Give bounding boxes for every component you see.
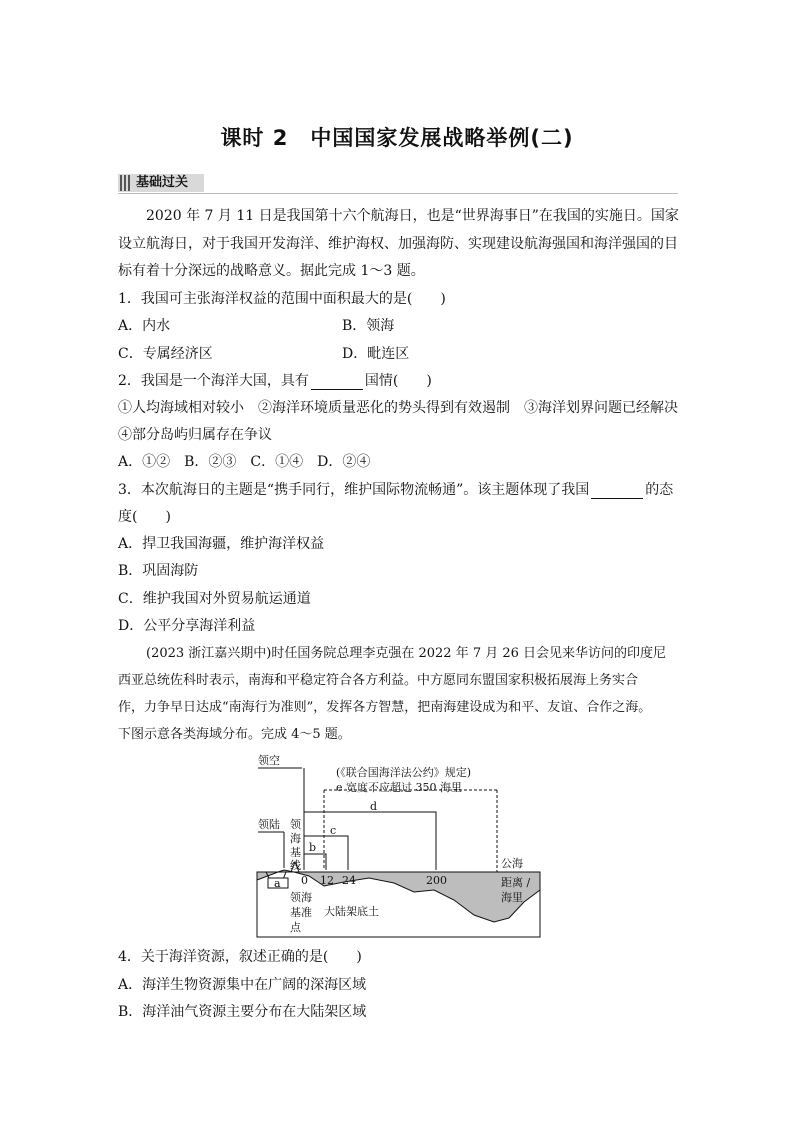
label-distance-1: 距离 / — [501, 876, 531, 889]
label-land: 领陆 — [258, 818, 280, 831]
tick-0: 0 — [301, 874, 308, 887]
label-distance-2: 海里 — [501, 891, 523, 904]
answer-blank — [311, 375, 363, 390]
q2-statements-line1: ①人均海域相对较小 ②海洋环境质量恶化的势头得到有效遏制 ③海洋划界问题已经解决 — [118, 400, 678, 416]
label-airspace: 领空 — [258, 754, 280, 767]
label-base-point-2: 基准 — [290, 906, 312, 919]
q3-stem-line2: 度( ) — [118, 509, 171, 525]
q1-option-b: B．领海 — [342, 318, 395, 334]
label-base-point-3: 点 — [290, 921, 301, 934]
tick-200: 200 — [426, 874, 447, 887]
q2-stem-post: 国情( ) — [364, 373, 432, 389]
tag-bars-icon — [120, 175, 132, 191]
q3-option-b: B．巩固海防 — [118, 563, 199, 579]
q3-option-c: C．维护我国对外贸易航运通道 — [118, 591, 311, 607]
q3-stem — [118, 481, 678, 499]
q4-stem: 4．关于海洋资源，叙述正确的是( ) — [118, 949, 362, 965]
q1-option-d: D．毗连区 — [342, 346, 410, 362]
section-tag — [118, 174, 204, 192]
label-d: d — [370, 800, 378, 813]
intro2-line3: 作，力争早日达成“南海行为准则”，发挥各方智慧，把南海建设成为和平、友谊、合作之海。 — [118, 700, 652, 715]
q2-stem — [118, 372, 678, 390]
label-baseline-2: 海 — [290, 832, 301, 845]
intro2-line2: 西亚总统佐科时表示，南海和平稳定符合各方利益。中方愿同东盟国家积极拓展海上务实合 — [118, 673, 639, 688]
q1-option-a: A．内水 — [118, 318, 171, 334]
answer-blank — [591, 484, 643, 499]
label-unclos: (《联合国海洋法公约》规定) — [336, 766, 472, 779]
tick-24: 24 — [342, 874, 356, 887]
q1-stem: 1．我国可主张海洋权益的范围中面积最大的是( ) — [118, 291, 446, 307]
intro1-line3: 标有着十分深远的战略意义。据此完成 1～3 题。 — [118, 263, 425, 279]
label-high-seas: 公海 — [501, 857, 523, 870]
section-divider — [118, 193, 678, 194]
tick-12: 12 — [320, 874, 334, 887]
intro2-line4: 下图示意各类海域分布。完成 4～5 题。 — [118, 727, 351, 742]
intro2-line1: (2023 浙江嘉兴期中)时任国务院总理李克强在 2022 年 7 月 26 日会见来华访问的印度尼 — [146, 646, 667, 661]
label-a: a — [274, 877, 281, 890]
q4-option-a: A．海洋生物资源集中在广阔的深海区域 — [118, 977, 367, 993]
label-baseline-3: 基 — [290, 846, 301, 859]
q3-option-a: A．捍卫我国海疆，维护海洋权益 — [118, 536, 325, 552]
q4-option-b: B．海洋油气资源主要分布在大陆架区域 — [118, 1004, 367, 1020]
label-shelf: 大陆架底土 — [324, 905, 379, 918]
q3-stem-pre: 3．本次航海日的主题是“携手同行，维护国际物流畅通”。该主题体现了我国 — [118, 482, 590, 498]
q3-option-d: D．公平分享海洋利益 — [118, 618, 256, 634]
q3-stem-post: 的态 — [645, 482, 674, 498]
label-baseline-1: 领 — [290, 818, 301, 831]
sea-zones-diagram — [254, 750, 544, 940]
label-base-point-1: 领海 — [290, 891, 312, 904]
q1-option-c: C．专属经济区 — [118, 346, 213, 362]
q2-statements-line2: ④部分岛屿归属存在争议 — [118, 427, 272, 443]
intro1-line1: 2020 年 7 月 11 日是我国第十六个航海日，也是“世界海事日”在我国的实施日。国家 — [146, 208, 679, 224]
page-title: 课时 2 中国国家发展战略举例(二) — [220, 126, 574, 150]
section-label: 基础过关 — [136, 175, 189, 190]
label-e: e 宽度不应超过 350 海里 — [336, 781, 462, 794]
label-c: c — [330, 824, 337, 837]
label-b: b — [309, 841, 317, 854]
q2-stem-pre: 2．我国是一个海洋大国，具有 — [118, 373, 309, 389]
intro1-line2: 设立航海日，对于我国开发海洋、维护海权、加强海防、实现建设航海强国和海洋强国的目 — [118, 236, 678, 252]
label-baseline-4: 线 — [290, 859, 301, 872]
q2-answers: A．①② B．②③ C．①④ D．②④ — [118, 454, 371, 470]
